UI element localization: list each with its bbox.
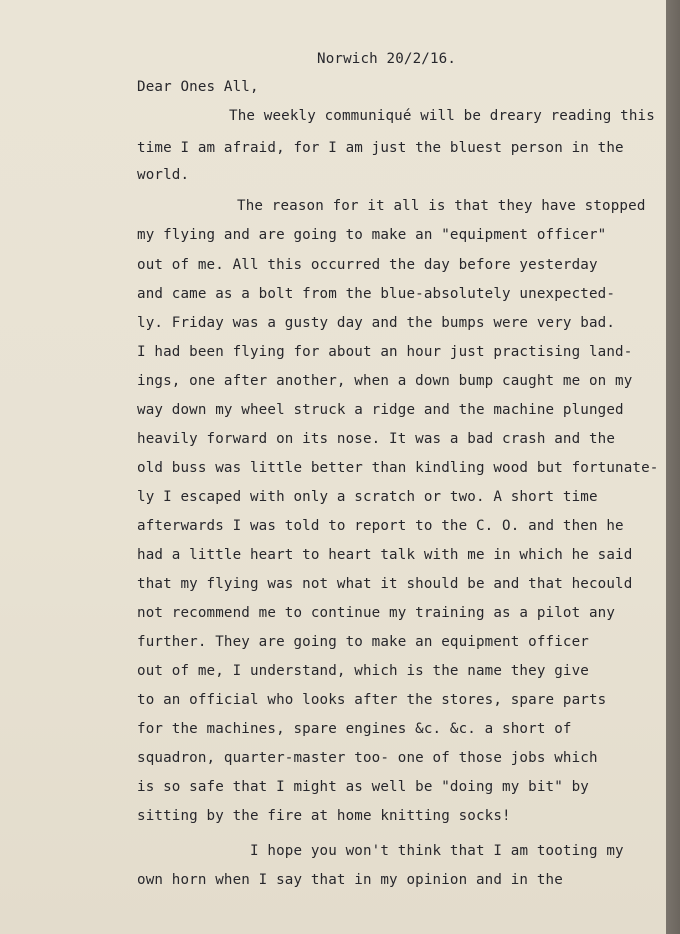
letter-line: own horn when I say that in my opinion and in the <box>137 872 563 888</box>
letter-line: old buss was little better than kindling wood but fortunate- <box>137 460 659 476</box>
letter-line: I had been flying for about an hour just practising land- <box>137 344 633 360</box>
letter-line: The weekly communiqué will be dreary reading this <box>229 108 655 124</box>
letter-line: world. <box>137 167 190 183</box>
letter-line: way down my wheel struck a ridge and the machine plunged <box>137 402 624 418</box>
letter-line: and came as a bolt from the blue-absolutely unexpected- <box>137 286 616 302</box>
salutation: Dear Ones All, <box>137 79 259 95</box>
letter-line: out of me, I understand, which is the name they give <box>137 663 589 679</box>
letter-line: sitting by the fire at home knitting socks! <box>137 808 511 824</box>
letter-line: The reason for it all is that they have stopped <box>237 198 646 214</box>
letter-line: my flying and are going to make an "equipment officer" <box>137 227 607 243</box>
letter-line: ings, one after another, when a down bump caught me on my <box>137 373 633 389</box>
letter-line: further. They are going to make an equipment officer <box>137 634 589 650</box>
desk-edge <box>666 0 680 934</box>
letter-line: I hope you won't think that I am tooting my <box>250 843 624 859</box>
letter-line: time I am afraid, for I am just the bluest person in the <box>137 140 624 156</box>
letter-line: not recommend me to continue my training as a pilot any <box>137 605 616 621</box>
letter-line: to an official who looks after the stores, spare parts <box>137 692 607 708</box>
letter-line: had a little heart to heart talk with me in which he said <box>137 547 633 563</box>
letter-line: ly. Friday was a gusty day and the bumps were very bad. <box>137 315 616 331</box>
letter-line: heavily forward on its nose. It was a bad crash and the <box>137 431 616 447</box>
dateline: Norwich 20/2/16. <box>317 51 457 67</box>
letter-line: out of me. All this occurred the day before yesterday <box>137 257 598 273</box>
letter-line: squadron, quarter-master too- one of those jobs which <box>137 750 598 766</box>
letter-line: afterwards I was told to report to the C. O. and then he <box>137 518 624 534</box>
letter-line: ly I escaped with only a scratch or two. A short time <box>137 489 598 505</box>
letter-line: for the machines, spare engines &c. &c. a short of <box>137 721 572 737</box>
letter-line: that my flying was not what it should be and that hecould <box>137 576 633 592</box>
letter-line: is so safe that I might as well be "doing my bit" by <box>137 779 589 795</box>
